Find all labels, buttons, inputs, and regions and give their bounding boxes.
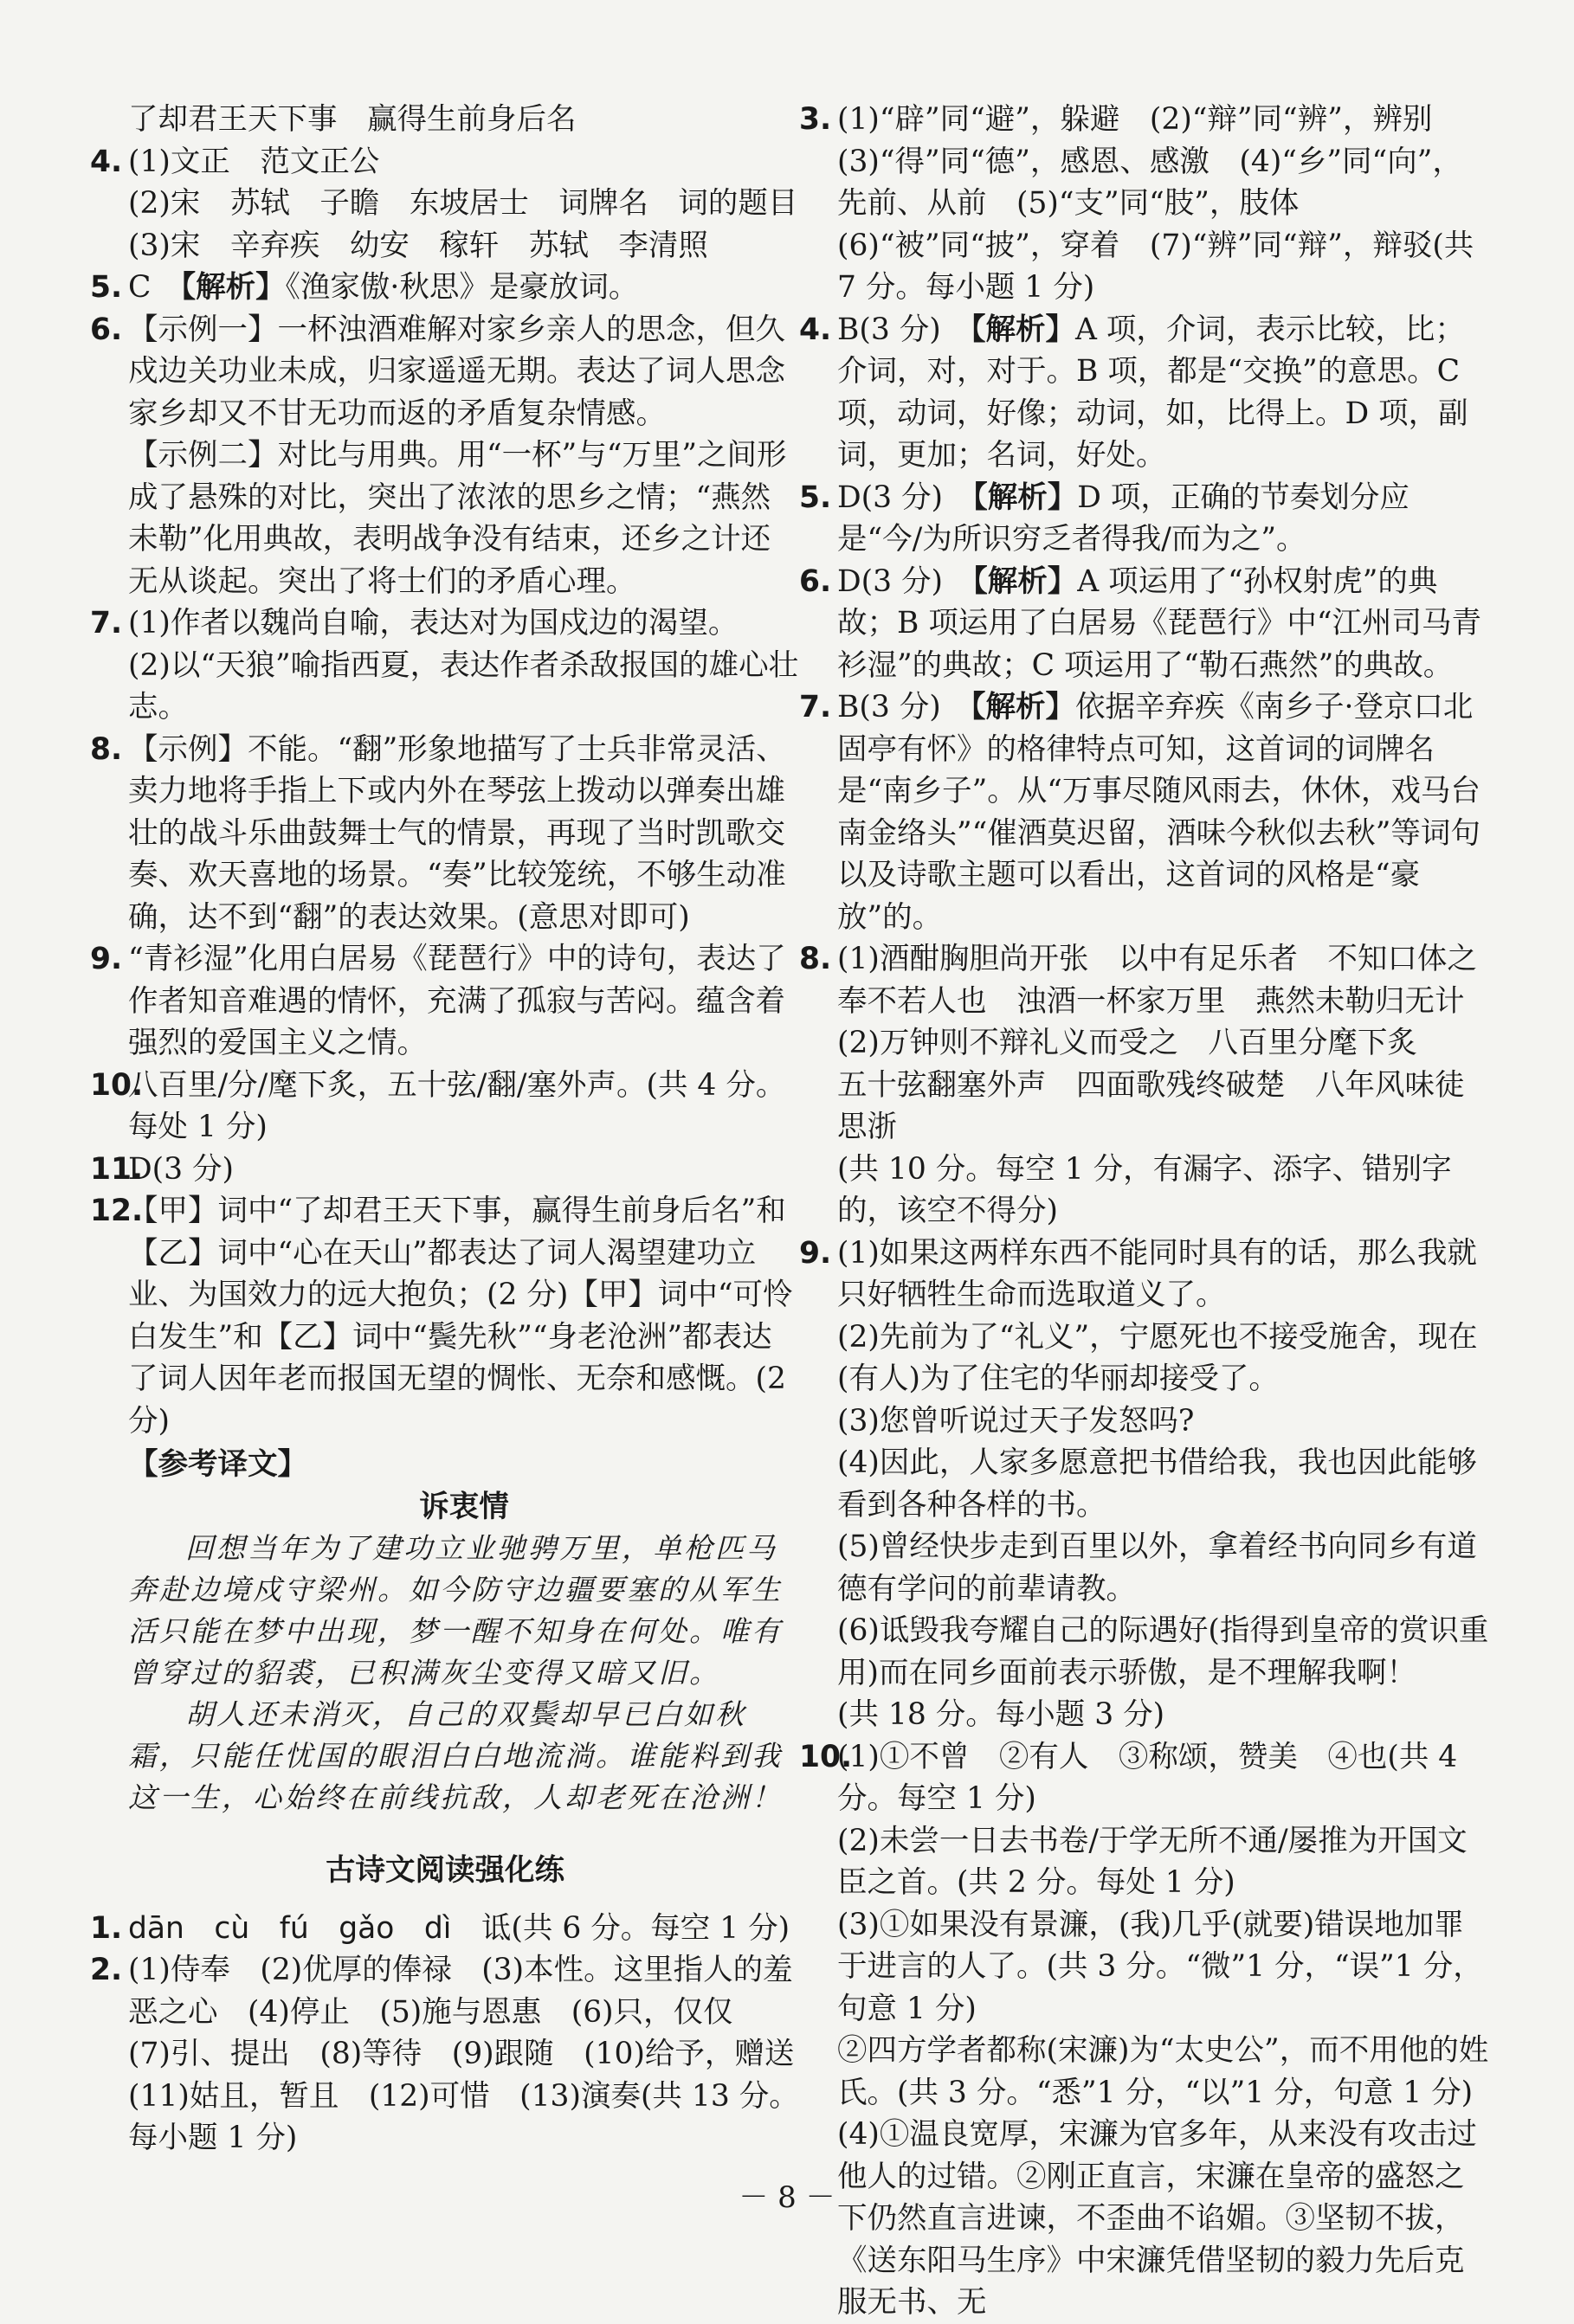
answer-4-part3: (3)宋 辛弃疾 幼安 稼轩 苏轼 李清照 (128, 228, 708, 263)
drill-answer-6: 6. D(3 分) 【解析】A 项运用了“孙权射虎”的典故；B 项运用了白居易《琵琶行》中“江州司马青衫湿”的典故；C 项运用了“勒石燕然”的典故。 (799, 563, 1481, 683)
continued-line: 了却君王天下事 赢得生前身后名 (128, 102, 577, 137)
drill-answer-10-part2: (2)未尝一日去书卷/于学无所不通/屡推为开国文臣之首。(共 2 分。每处 1 分) (837, 1823, 1468, 1900)
drill-answer-8: 8. (1)酒酣胸胆尚开张 以中有足乐者 不知口体之奉不若人也 浊酒一杯家万里 燕然未勒归无计 (799, 942, 1477, 1019)
drill-answer-3: 3. (1)“辟”同“避”，躲避 (2)“辩”同“辨”，辨别 (3)“得”同“德”，感恩、感激 (4)“乡”同“向”，先前、从前 (5)“支”同“肢”，肢体 (6)“被”同“披”，穿着 (7)“辨”同“辩”，辩驳(共 7 分。每小题 1 分) (799, 102, 1474, 305)
drill-answer-9-part4: (4)因此，人家多愿意把书借给我，我也因此能够看到各种各样的书。 (837, 1445, 1477, 1523)
drill-answer-10-part3b: ②四方学者都称(宋濂)为“太史公”，而不用他的姓氏。(共 3 分。“悉”1 分，“以”1 分，句意 1 分) (837, 2033, 1489, 2110)
drill-answer-5: 5. D(3 分) 【解析】D 项，正确的节奏划分应是“今/为所识穷乏者得我/而为之”。 (799, 480, 1410, 557)
answer-4: 4. (1)文正 范文正公 (90, 144, 380, 179)
drill-answer-1: 1. dān cù fú gǎo dì 诋(共 6 分。每空 1 分) (90, 1910, 790, 1946)
drill-answer-9-part3: (3)您曾听说过天子发怒吗? (837, 1403, 1195, 1439)
translation-paragraph-2: 胡人还未消灭，自己的双鬓却早已白如秋霜，只能任忧国的眼泪白白地流淌。谁能料到我这一生，心始终在前线抗敌，人却老死在沧洲！ (128, 1697, 783, 1814)
drill-answer-9-part5: (5)曾经快步走到百里以外，拿着经书向同乡有道德有学问的前辈请教。 (837, 1529, 1477, 1606)
drill-answer-2: 2. (1)侍奉 (2)优厚的俸禄 (3)本性。这里指人的羞恶之心 (4)停止 (5)施与恩惠 (6)只，仅仅 (7)引、提出 (8)等待 (9)跟随 (10)给予，赠送 (11)姑且，暂且 (12)可惜 (13)演奏(共 13 分。每小题 1 分) (90, 1953, 824, 2155)
right-column (799, 99, 1492, 2324)
answer-4-part2: (2)宋 苏轼 子瞻 东坡居士 词牌名 词的题目 (128, 186, 798, 221)
drill-answer-9-part6: (6)诋毁我夸耀自己的际遇好(指得到皇帝的赏识重用)而在同乡面前表示骄傲，是不理解我啊！ (837, 1613, 1489, 1690)
drill-answer-9-part2: (2)先前为了“礼义”，宁愿死也不接受施舍，现在(有人)为了住宅的华丽却接受了。 (837, 1319, 1478, 1396)
drill-answer-8-part3: 五十弦翻塞外声 四面歌残终破楚 八年风味徒思浙 (837, 1067, 1465, 1144)
answer-8: 8. 【示例】不能。“翻”形象地描写了士兵非常灵活、卖力地将手指上下或内外在琴弦上拨动以弹奏出雄壮的战斗乐曲鼓舞士气的情景，再现了当时凯歌交奏、欢天喜地的场景。“奏”比较笼统，不够生动准确，达不到“翻”的表达效果。(意思对即可) (90, 731, 786, 935)
section-title: 古诗文阅读强化练 (326, 1853, 564, 1888)
left-column (90, 99, 824, 2160)
drill-answer-10: 10.(1)①不曾 ②有人 ③称颂，赞美 ④也(共 4 分。每空 1 分) (799, 1739, 1458, 1816)
answer-7: 7. (1)作者以魏尚自喻，表达对为国戍边的渴望。 (90, 606, 739, 641)
drill-answer-10-part3: (3)①如果没有景濂，(我)几乎(就要)错误地加罪于进言的人了。(共 3 分。“微”1 分，“误”1 分，句意 1 分) (837, 1907, 1483, 2026)
drill-answer-4: 4. B(3 分) 【解析】A 项，介词，表示比较，比；介词，对，对于。B 项，都是“交换”的意思。C 项，动词，好像；动词，如，比得上。D 项，副词，更加；名词，好处。 (799, 312, 1468, 473)
poem-title: 诉衷情 (419, 1489, 509, 1524)
drill-answer-8-score: (共 10 分。每空 1 分，有漏字、添字、错别字的，该空不得分) (837, 1151, 1452, 1228)
answer-9: 9. “青衫湿”化用白居易《琵琶行》中的诗句，表达了作者知音难遇的情怀，充满了孤寂与苦闷。蕴含着强烈的爱国主义之情。 (90, 942, 786, 1060)
answer-11: 11.D(3 分) (90, 1151, 234, 1187)
drill-answer-9: 9. (1)如果这两样东西不能同时具有的话，那么我就只好牺牲生命而选取道义了。 (799, 1235, 1477, 1312)
reference-translation-label: 【参考译文】 (128, 1447, 307, 1482)
answer-7-part2: (2)以“天狼”喻指西夏，表达作者杀敌报国的雄心壮志。 (128, 647, 799, 724)
answer-10: 10.八百里/分/麾下炙，五十弦/翻/塞外声。(共 4 分。每处 1 分) (90, 1067, 786, 1144)
drill-answer-9-score: (共 18 分。每小题 3 分) (837, 1697, 1165, 1732)
drill-answer-8-part2: (2)万钟则不辩礼义而受之 八百里分麾下炙 (837, 1026, 1417, 1060)
answer-6: 6. 【示例一】一杯浊酒难解对家乡亲人的思念，但久戍边关功业未成，归家遥遥无期。表达了词人思念家乡却又不甘无功而返的矛盾复杂情感。 (90, 312, 785, 431)
drill-answer-10-part4: (4)①温良宽厚，宋濂为官多年，从来没有攻击过他人的过错。②刚正直言，宋濂在皇帝的盛怒之下仍然直言进谏，不歪曲不谄媚。③坚韧不拔，《送东阳马生序》中宋濂凭借坚韧的毅力先后克服无书、无 (837, 2117, 1477, 2320)
translation-paragraph-1: 回想当年为了建功立业驰骋万里，单枪匹马奔赴边境戍守梁州。如今防守边疆要塞的从军生活只能在梦中出现，梦一醒不知身在何处。唯有曾穿过的貂裘，已积满灰尘变得又暗又旧。 (128, 1531, 783, 1690)
answer-5: 5. C 【解析】《渔家傲·秋思》是豪放词。 (90, 270, 639, 305)
page-number: － 8 － (739, 2180, 835, 2215)
answer-6-example2: 【示例二】对比与用典。用“一杯”与“万里”之间形成了悬殊的对比，突出了浓浓的思乡之情；“燕然未勒”化用典故，表明战争没有结束，还乡之计还无从谈起。突出了将士们的矛盾心理。 (128, 438, 787, 599)
drill-answer-7: 7. B(3 分) 【解析】依据辛弃疾《南乡子·登京口北固亭有怀》的格律特点可知，这首词的词牌名是“南乡子”。从“万事尽随风雨去，休休，戏马台南金络头”“催酒莫迟留，酒味今秋似去秋”等词句以及诗歌主题可以看出，这首词的风格是“豪放”的。 (799, 690, 1480, 935)
answer-12: 12.【甲】词中“了却君王天下事，赢得生前身后名”和【乙】词中“心在天山”都表达了词人渴望建功立业、为国效力的远大抱负；(2 分)【甲】词中“可怜白发生”和【乙】词中“鬓先秋”“身老沧洲”都表达了词人因年老而报国无望的惆怅、无奈和感慨。(2 分) (90, 1194, 793, 1439)
